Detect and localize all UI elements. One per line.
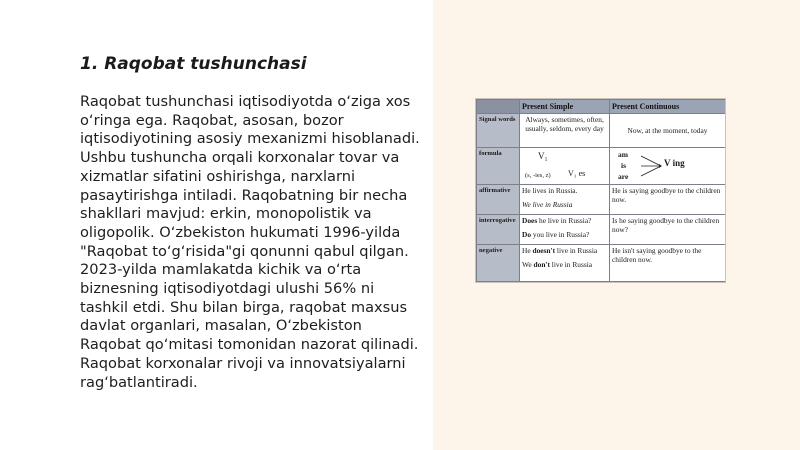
formula-v1: V₁ bbox=[538, 151, 548, 161]
formula-es-endings: (s, -ies, z) bbox=[525, 172, 551, 179]
cell-interrogative-simple bbox=[520, 215, 610, 245]
row-label-interrogative: interrogative bbox=[477, 215, 520, 245]
cell-formula-continuous bbox=[610, 148, 726, 185]
formula-arrows-icon bbox=[640, 153, 662, 179]
grammar-table-image bbox=[476, 99, 725, 282]
cell-affirmative-continuous: He is saying goodbye to the children now. bbox=[610, 185, 726, 215]
negative-aux-dont: don't bbox=[533, 260, 550, 269]
grammar-table bbox=[476, 99, 725, 282]
negative-aux-doesnt: doesn't bbox=[532, 246, 556, 255]
table-row bbox=[477, 185, 726, 215]
table-row bbox=[477, 215, 726, 245]
table-header-present-simple: Present Simple bbox=[520, 100, 610, 114]
formula-am: am bbox=[618, 150, 628, 159]
formula-ving: V ing bbox=[664, 158, 685, 168]
table-row bbox=[477, 245, 726, 282]
cell-interrogative-continuous: Is he saying goodbye to the children now? bbox=[610, 215, 726, 245]
interrogative-aux-do: Do bbox=[522, 230, 532, 239]
row-label-formula: formula bbox=[477, 148, 520, 185]
formula-are: are bbox=[618, 172, 629, 181]
slide-title: 1. Raqobat tushunchasi bbox=[80, 54, 307, 74]
table-row bbox=[477, 114, 726, 148]
row-label-affirmative: affirmative bbox=[477, 185, 520, 215]
cell-affirmative-simple bbox=[520, 185, 610, 215]
cell-negative-simple bbox=[520, 245, 610, 282]
slide-body-text: Raqobat tushunchasi iqtisodiyotda o‘ziga xos o‘ringa ega. Raqobat, asosan, bozor iqtisodiyotining asosiy mexanizmi hisoblanadi. Ushbu tushuncha orqali korxonalar tovar va xizmatlar sifatini oshirishga, narxlarni pasaytirishga intiladi. Raqobatning bir necha shakllari mavjud: erkin, monopolistik va oligopolik. O‘zbekiston hukumati 1996-yilda "Raqobat to‘g‘risida"gi qonunni qabul qilgan. 2023-yilda mamlakatda kichik va o‘rta biznesning iqtisodiyotdagi ulushi 56% ni tashkil etdi. Shu bilan birga, raqobat maxsus davlat organlari, masalan, O‘zbekiston Raqobat qo‘mitasi tomonidan nazorat qilinadi. Raqobat korxonalar rivoji va innovatsiyalarni rag‘batlantiradi. bbox=[80, 93, 420, 391]
negative-simple-rest-2: live in Russia bbox=[549, 260, 593, 269]
cell-formula-simple bbox=[520, 148, 610, 185]
negative-simple-pre-1: He bbox=[522, 246, 533, 255]
formula-vs: V₁ es bbox=[568, 169, 586, 178]
formula-is: is bbox=[621, 161, 627, 170]
interrogative-simple-rest-1: he live in Russia? bbox=[537, 216, 592, 225]
table-header-row bbox=[477, 100, 726, 114]
negative-simple-pre-2: We bbox=[522, 260, 534, 269]
cell-negative-continuous: He isn't saying goodbye to the children now. bbox=[610, 245, 726, 282]
affirmative-simple-line-2: We live in Russia bbox=[522, 200, 573, 209]
negative-simple-rest-1: live in Russia bbox=[555, 246, 598, 255]
cell-signal-continuous: Now, at the moment, today bbox=[610, 114, 726, 148]
interrogative-simple-rest-2: you live in Russia? bbox=[531, 230, 590, 239]
table-header-present-continuous: Present Continuous bbox=[610, 100, 726, 114]
row-label-negative: negative bbox=[477, 245, 520, 282]
interrogative-aux-does: Does bbox=[522, 216, 538, 225]
row-label-signal-words: Signal words bbox=[477, 114, 520, 148]
cell-signal-simple: Always, sometimes, often, usually, seldom, every day bbox=[520, 114, 610, 148]
table-row bbox=[477, 148, 726, 185]
affirmative-simple-line-1: He lives in Russia. bbox=[522, 186, 578, 195]
table-header-corner bbox=[477, 100, 520, 114]
